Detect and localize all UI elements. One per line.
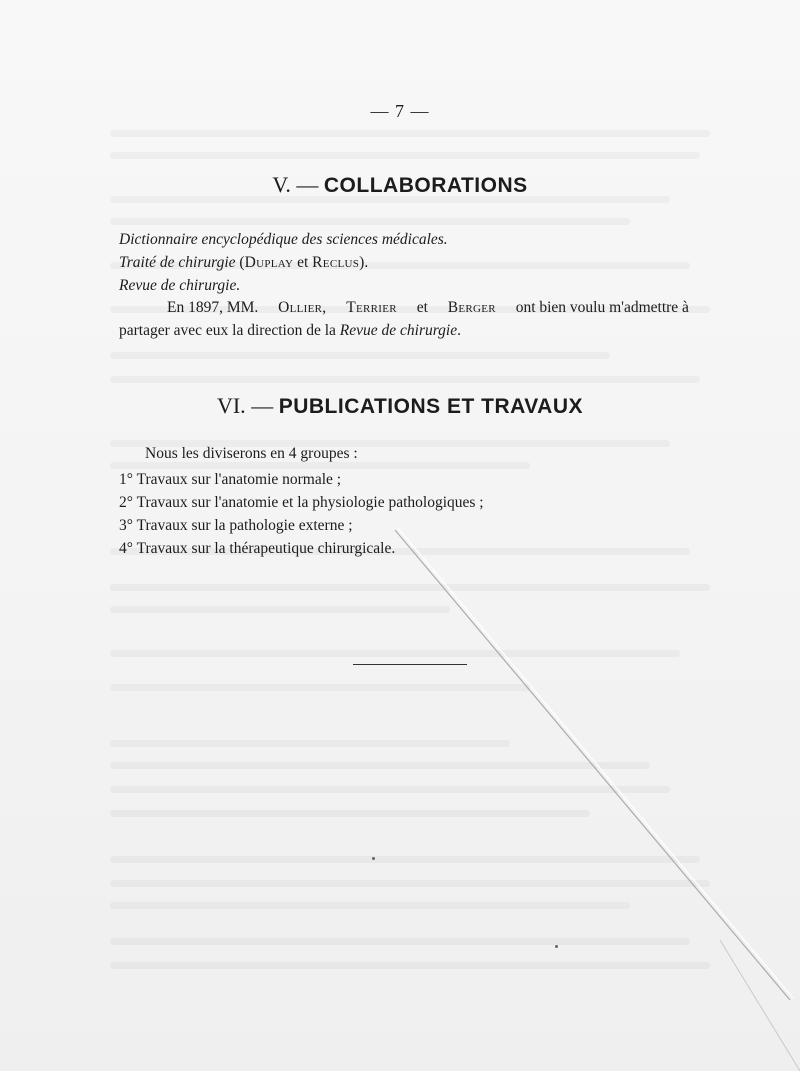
paragraph-admettre-text: ont bien voulu m'admettre à	[515, 299, 689, 316]
collaboration-traite	[119, 254, 368, 272]
group-number: 3°	[119, 517, 133, 534]
group-text: Travaux sur l'anatomie normale ;	[136, 471, 342, 488]
paragraph-journal: Revue de chirurgie	[339, 322, 458, 339]
section-vi-numeral: VI.	[216, 393, 246, 418]
paragraph-name-terrier: Terrier	[346, 299, 397, 316]
ink-speck	[555, 945, 558, 948]
group-text: Travaux sur la thérapeutique chirurgicale.	[136, 540, 396, 557]
traite-author-duplay: Duplay	[244, 254, 294, 271]
publication-group-4	[119, 540, 395, 558]
section-v-heading: COLLABORATIONS	[323, 174, 528, 197]
collaboration-paragraph-line-2	[119, 322, 461, 340]
section-vi-dash: —	[251, 393, 274, 418]
group-text: Travaux sur l'anatomie et la physiologie pathologiques ;	[136, 494, 484, 511]
paragraph-partager-text: partager avec eux la direction de la	[119, 322, 336, 339]
publication-group-2	[119, 494, 484, 512]
group-number: 1°	[119, 471, 133, 488]
section-vi-heading: PUBLICATIONS ET TRAVAUX	[278, 395, 584, 418]
traite-et: et	[297, 254, 309, 271]
publications-intro: Nous les diviserons en 4 groupes :	[145, 445, 358, 462]
traite-author-reclus: Reclus	[312, 254, 360, 271]
ink-speck	[372, 857, 375, 860]
page-number: — 7 —	[370, 101, 430, 121]
group-number: 2°	[119, 494, 133, 511]
traite-paren-close: ).	[359, 254, 369, 271]
section-v-dash: —	[296, 172, 319, 197]
paragraph-name-ollier: Ollier,	[278, 299, 327, 316]
collaboration-paragraph-line-1	[167, 299, 689, 317]
collaboration-dictionnaire: Dictionnaire encyclopédique des sciences médicales.	[119, 231, 448, 248]
group-number: 4°	[119, 540, 133, 557]
paragraph-name-berger: Berger	[447, 299, 496, 316]
section-v-numeral: V.	[272, 172, 291, 197]
traite-paren-open: (	[239, 254, 245, 271]
group-text: Travaux sur la pathologie externe ;	[136, 517, 353, 534]
collaboration-revue: Revue de chirurgie.	[119, 277, 241, 294]
section-divider-rule	[353, 664, 467, 665]
section-v-title	[0, 172, 800, 198]
publication-group-1	[119, 471, 341, 489]
traite-title: Traité de chirurgie	[119, 254, 236, 271]
paragraph-period: .	[457, 322, 461, 339]
section-vi-title	[0, 393, 800, 419]
paragraph-year-text: En 1897, MM.	[167, 299, 259, 316]
paragraph-et: et	[416, 299, 428, 316]
publication-group-3	[119, 517, 353, 535]
